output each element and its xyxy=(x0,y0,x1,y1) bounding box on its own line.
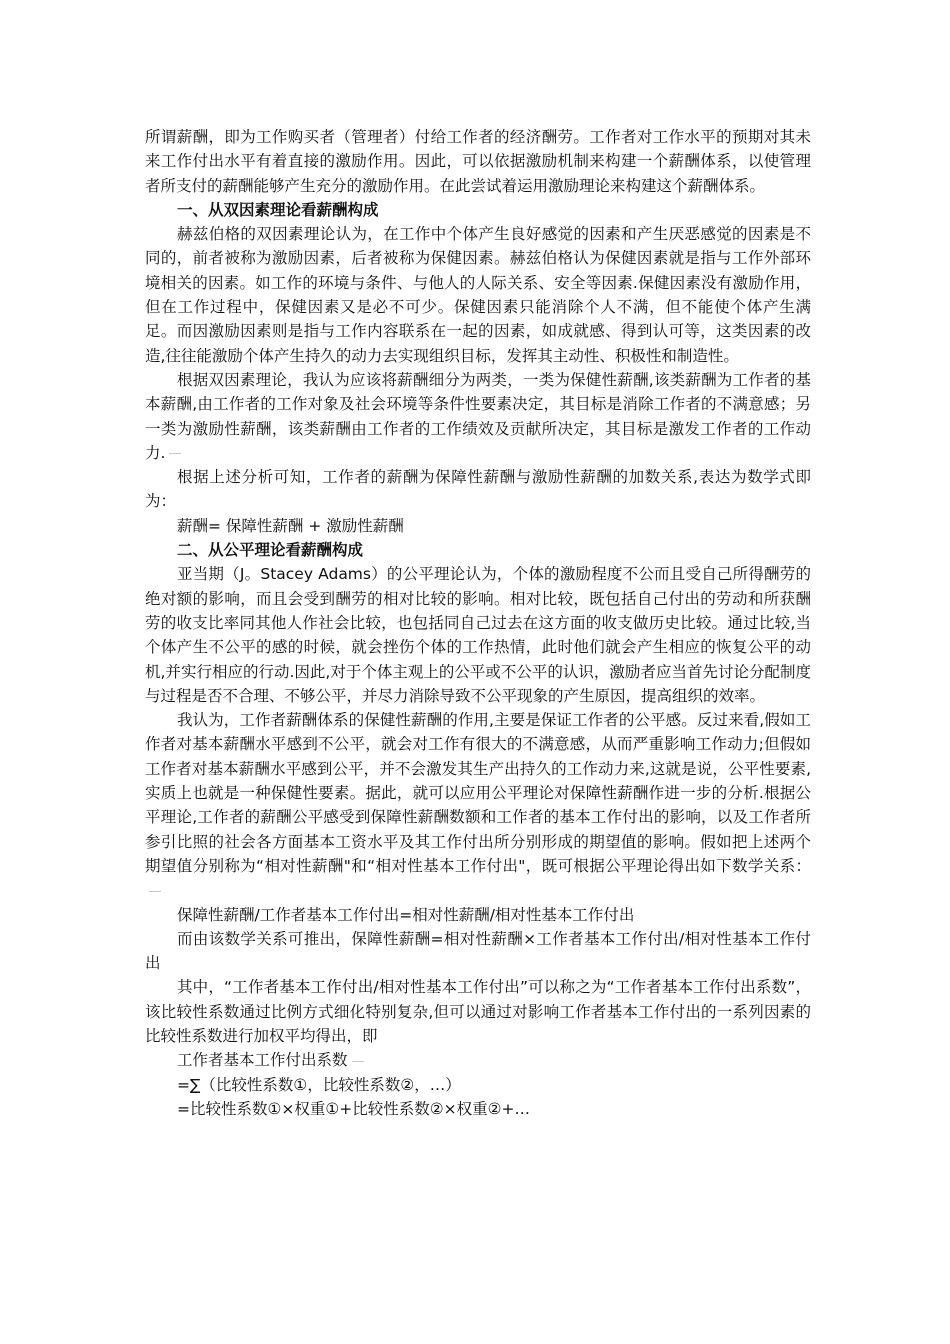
paragraph-equity-theory: 亚当期（J。Stacey Adams）的公平理论认为，个体的激励程度不公而且受自己所得酬劳的绝对额的影响，而且会受到酬劳的相对比较的影响。相对比较，既包括自己付出的劳动和所获酬劳的收支比率同其他人作社会比较，也包括同自己过去在这方面的收支做历史比较。通过比较,当个体产生不公平的感的时候，就会挫伤个体的工作热情，此时他们就会产生相应的恢复公平的动机,并实行相应的行动.因此,对于个体主观上的公平或不公平的认识，激励者应当首先讨论分配制度与过程是否不合理、不够公平，并尽力消除导致不公平现象的产生原因，提高组织的效率。 xyxy=(145,565,811,705)
document-body xyxy=(145,125,811,1121)
paragraph-end-mark xyxy=(169,452,181,454)
formula-ratio: 保障性薪酬/工作者基本工作付出=相对性薪酬/相对性基本工作付出 xyxy=(177,905,635,924)
paragraph-derivation: 而由该数学关系可推出，保障性薪酬=相对性薪酬×工作者基本工作付出/相对性基本工作付出 xyxy=(145,929,811,973)
paragraph-end-mark xyxy=(352,1060,364,1062)
paragraph-salary-types-text: 根据双因素理论，我认为应该将薪酬细分为两类，一类为保健性薪酬,该类薪酬为工作者的基本薪酬,由工作者的工作对象及社会环境等条件性要素决定，其目标是消除工作者的不满意感；另一类为激励性薪酬，该类薪酬由工作者的工作绩效及贡献所决定，其目标是激发工作者的工作动力. xyxy=(145,370,811,462)
paragraph-salary-types xyxy=(145,368,811,465)
formula-salary: 薪酬= 保障性薪酬 + 激励性薪酬 xyxy=(177,516,404,535)
paragraph-coefficient: 其中，“工作者基本工作付出/相对性基本工作付出”可以称之为“工作者基本工作付出系数”，该比较性系数通过比例方式细化特别复杂,但可以通过对影响工作者基本工作付出的一系列因素的比较性系数进行加权平均得出，即 xyxy=(145,978,811,1045)
paragraph-intro: 所谓薪酬，即为工作购买者（管理者）付给工作者的经济酬劳。工作者对工作水平的预期对其未来工作付出水平有着直接的激励作用。因此，可以依据激励机制来构建一个薪酬体系，以使管理者所支付的薪酬能够产生充分的激励作用。在此尝试着运用激励理论来构建这个薪酬体系。 xyxy=(145,128,811,195)
section-heading-1: 一、从双因素理论看薪酬构成 xyxy=(177,200,379,219)
paragraph-opinion xyxy=(145,708,811,902)
paragraph-end-mark xyxy=(149,890,161,892)
formula-coefficient-label xyxy=(145,1048,811,1072)
formula-coefficient-label-text: 工作者基本工作付出系数 xyxy=(177,1051,348,1070)
section-heading-2: 二、从公平理论看薪酬构成 xyxy=(177,541,364,560)
paragraph-analysis: 根据上述分析可知，工作者的薪酬为保障性薪酬与激励性薪酬的加数关系,表达为数学式即为： xyxy=(145,468,811,511)
paragraph-two-factor: 赫兹伯格的双因素理论认为，在工作中个体产生良好感觉的因素和产生厌恶感觉的因素是不同的，前者被称为激励因素，后者被称为保健因素。赫兹伯格认为保健因素就是指与工作外部环境相关的因素。如工作的环境与条件、与他人的人际关系、安全等因素.保健因素没有激励作用，但在工作过程中，保健因素又是必不可少。保健因素只能消除个人不满，但不能使个体产生满足。而因激励因素则是指与工作内容联系在一起的因素，如成就感、得到认可等，这类因素的改造,往往能激励个体产生持久的动力去实现组织目标，发挥其主动性、积极性和制造性。 xyxy=(145,225,811,365)
formula-weighted: =比较性系数①×权重①+比较性系数②×权重②+… xyxy=(177,1099,531,1118)
paragraph-opinion-text: 我认为，工作者薪酬体系的保健性薪酬的作用,主要是保证工作者的公平感。反过来看,假如工作者对基本薪酬水平感到不公平，就会对工作有很大的不满意感，从而严重影响工作动力;但假如工作者对基本薪酬水平感到公平，并不会激发其生产出持久的工作动力来,这就是说，公平性要素,实质上也就是一种保健性要素。据此，就可以应用公平理论对保障性薪酬作进一步的分析.根据公平理论,工作者的薪酬公平感受到保障性薪酬数额和工作者的基本工作付出的影响，以及工作者所参引比照的社会各方面基本工资水平及其工作付出所分别形成的期望值的影响。假如把上述两个期望值分别称为“相对性薪酬"和“相对性基本工作付出"，既可根据公平理论得出如下数学关系： xyxy=(145,711,811,875)
formula-sum: =∑（比较性系数①，比较性系数②，…） xyxy=(177,1075,461,1094)
